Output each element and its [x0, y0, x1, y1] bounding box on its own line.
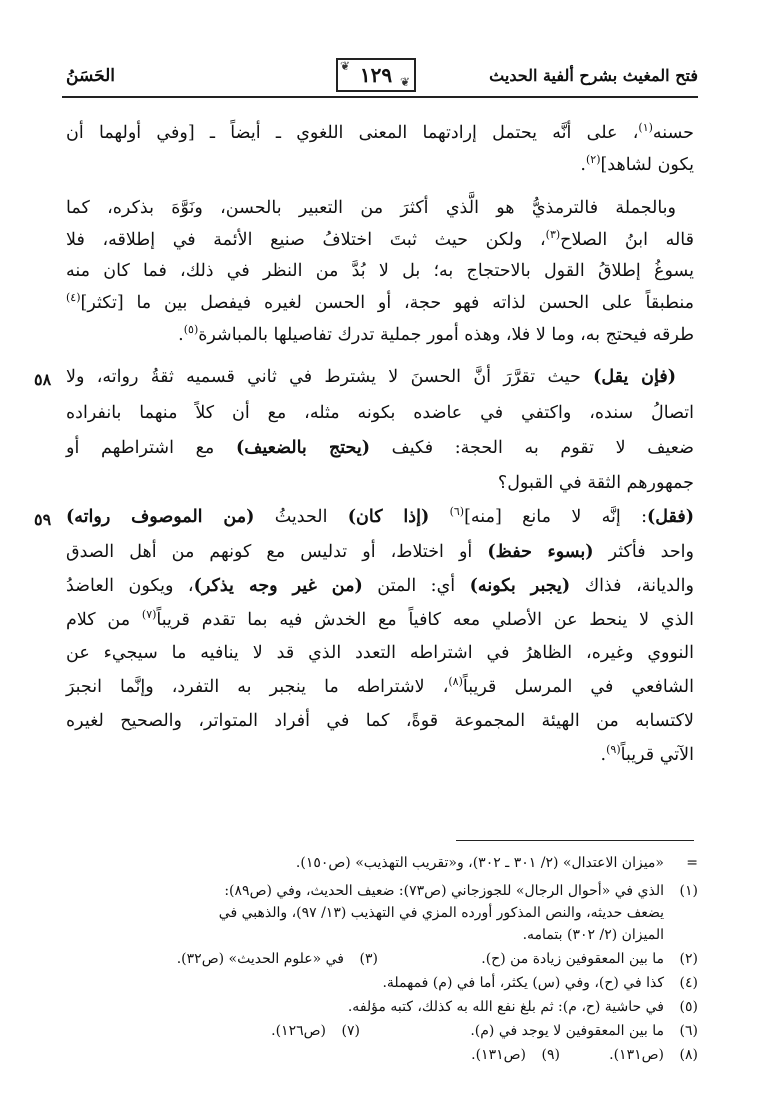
body-line-11: جمهورهم الثقة في القبول؟	[497, 473, 694, 493]
body-line-14: والديانة، فذاك (يجبر بكونه) أي: المتن (من غير وجه يذكر)، ويكون العاضدُ	[66, 576, 694, 596]
body-line-7: طرقه فيحتج به، وما لا فلا، وهذه أمور جملية تدرك تفاصيلها بالمباشرة$^{(٥)}$.	[178, 323, 694, 345]
footnote-ref-9: (٩)	[606, 743, 621, 757]
body-line-4: قاله ابنُ الصلاح$^{(٣)}$، ولكن حيث ثبتَ اختلافُ صنيع الأئمة في إطلاقه، فلا	[66, 228, 695, 250]
footnote-1-line-2: يضعف حديثه، والنص المذكور أورده المزي في التهذيب (١٣/ ٩٧)، والذهبي في	[218, 905, 664, 921]
body-line-8: (فإن يقل) حيث تقرَّرَ أنَّ الحسنَ لا يشترط في ثاني قسميه ثقةُ رواته، ولا	[66, 367, 676, 387]
footnote-3: (٣)في «علوم الحديث» (ص٣٢).	[176, 951, 378, 967]
footnote-1: (١)الذي في «أحوال الرجال» للجوزجاني (ص٧٣): ضعيف الحديث، وفي (ص٨٩):	[224, 883, 698, 899]
body-line-12: (فقل): إنَّه لا مانع [منه]$^{(٦)}$ (إذا كان) الحديثُ (من الموصوف رواته)	[66, 505, 694, 527]
body-line-17: الشافعي في المرسل قريباً$^{(٨)}$، لاشتراطه ما ينجبر به التفرد، وإنَّما انجبرَ	[66, 675, 694, 697]
footnote-2: (٢)ما بين المعقوفين زيادة من (ح).	[481, 951, 698, 967]
footnote-9: (٩)(ص١٣١).	[471, 1047, 560, 1063]
header-divider	[62, 96, 698, 98]
footnote-ref-3: (٣)	[545, 228, 561, 242]
margin-verse-number: ٥٨	[34, 370, 52, 389]
footnote-8: (٨)(ص١٣١).	[609, 1047, 698, 1063]
body-line-19: الآتي قريباً$^{(٩)}$.	[600, 743, 694, 765]
body-line-6: منطبقاً على الحسن لذاته فهو حجة، أو الحسن لغيره فيفصل بين ما [تكثر]$^{(٤)}$	[66, 291, 694, 313]
body-line-10: ضعيف لا تقوم به الحجة: فكيف (يحتج بالضعيف) مع اشتراطهم أو	[66, 438, 694, 458]
running-header-chapter: الحَسَنُ	[66, 66, 115, 86]
footnote-ref-6: (٦)	[449, 505, 465, 519]
footnote-5: (٥)في حاشية (ح، م): ثم بلغ نفع الله به كذلك، كتبه مؤلفه.	[347, 999, 698, 1015]
body-line-13: واحد فأكثر (بسوء حفظ) أو اختلاط، أو تدليس مع كونهم من أهل الصدق	[66, 542, 694, 562]
body-line-2: يكون لشاهد]$^{(٢)}$.	[580, 153, 694, 175]
footnote-6: (٦)ما بين المعقوفين لا يوجد في (م).	[470, 1023, 698, 1039]
body-line-18: لاكتسابه من الهيئة المجموعة قوةً، كما في أفراد المتواتر، والصحيح لغيره	[66, 711, 694, 731]
footnote-continuation: =«ميزان الاعتدال» (٢/ ٣٠١ ـ ٣٠٢)، و«تقريب التهذيب» (ص١٥٠).	[295, 855, 698, 871]
body-line-9: اتصالُ سنده، واكتفي في عاضده بكونه مثله، مع أن كلاً منهما بانفراده	[66, 403, 694, 423]
footnote-7: (٧)(ص١٢٦).	[271, 1023, 360, 1039]
footnote-1-line-3: الميزان (٢/ ٣٠٢) بتمامه.	[522, 927, 664, 943]
body-line-16: النووي وغيره، الظاهرُ في اشتراطه التعدد الذي قد لا ينافيه ما سيجيء عن	[66, 643, 694, 663]
margin-verse-number: ٥٩	[34, 510, 52, 529]
footnote-ref-4: (٤)	[66, 291, 81, 305]
footnote-divider	[456, 840, 694, 841]
body-line-5: يسوغُ إطلاقُ القول بالاحتجاج به؛ بل لا بُدَّ من النظر في ذلك، فما كان منه	[66, 261, 694, 281]
corner-ornament-icon: ❦	[400, 75, 411, 89]
body-line-3: وبالجملة فالترمذيُّ هو الَّذي أكثرَ من التعبير بالحسن، ونَوَّهَ بذكره، كما	[66, 198, 676, 218]
footnote-ref-8: (٨)	[448, 675, 463, 689]
corner-ornament-icon: ❦	[340, 59, 351, 73]
running-header-book-title: فتح المغيث بشرح ألفية الحديث	[489, 66, 698, 85]
page-number: ١٢٩	[359, 63, 393, 87]
footnote-4: (٤)كذا في (ح)، وفي (س) يكثر، أما في (م) فمهملة.	[382, 975, 698, 991]
footnote-ref-2: (٢)	[585, 153, 601, 167]
footnote-ref-5: (٥)	[183, 323, 199, 337]
footnote-ref-7: (٧)	[141, 608, 157, 622]
body-line-1: حسنه$^{(١)}$، على أنَّه يحتمل إرادتهما المعنى اللغوي ـ أيضاً ـ [وفي أولهما أن	[66, 121, 694, 143]
body-line-15: الذي لا ينحط عن الأصلي معه كافياً مع الخدش فيه بما تقدم قريباً$^{(٧)}$ من كلام	[66, 608, 694, 630]
footnote-ref-1: (١)	[638, 121, 653, 135]
